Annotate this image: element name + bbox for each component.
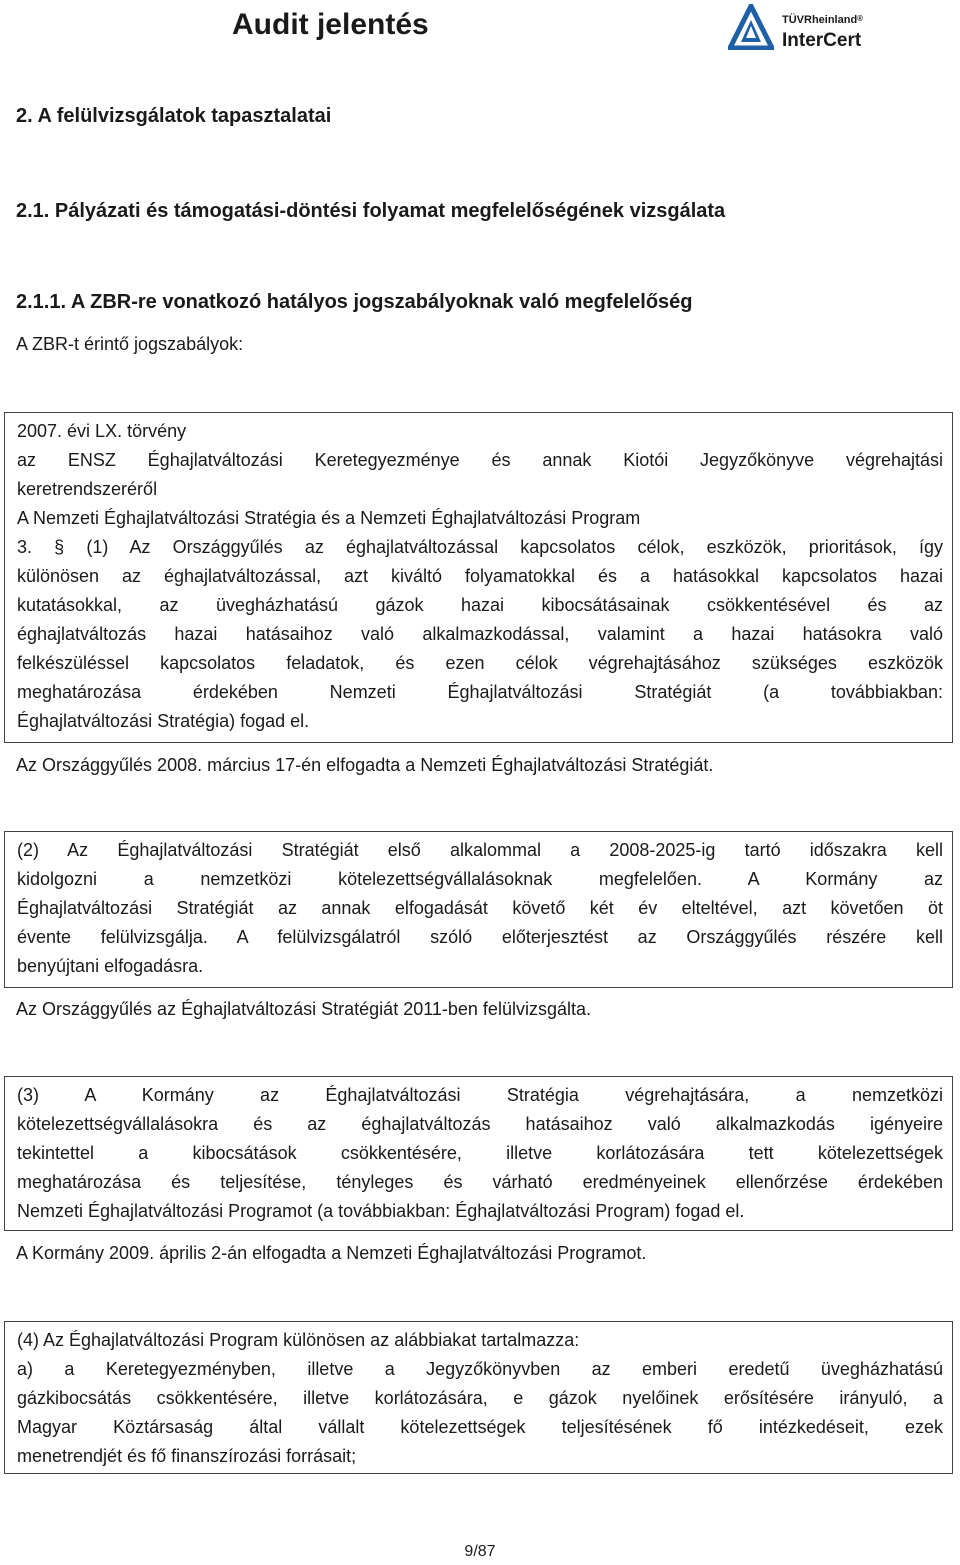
logo-subbrand-text: InterCert [782,30,862,51]
adoption-note-1: Az Országgyűlés 2008. március 17-én elfogadta a Nemzeti Éghajlatváltozási Stratégiát. [16,755,714,775]
text-line: Éghajlatváltozási Stratégia) fogad el. [17,711,310,731]
tuv-logo [728,4,888,54]
text-line: gázkibocsátás csökkentésére, illetve korlátozására, e gázok nyelőinek erősítésére irányuló, a [17,1388,943,1408]
legal-text-box-2 [4,831,953,988]
adoption-note-2: Az Országgyűlés az Éghajlatváltozási Stratégiát 2011-ben felülvizsgálta. [16,999,591,1019]
text-line: meghatározása érdekében Nemzeti Éghajlatváltozási Stratégiát (a továbbiakban: [17,682,943,702]
page-number: 9/87 [464,1543,496,1560]
text-line: kötelezettségvállalásokra és az éghajlatváltozás hatásaihoz való alkalmazkodás igényeire [17,1114,943,1134]
text-line: keretrendszeréről [17,479,158,499]
text-line: (4) Az Éghajlatváltozási Program különösen az alábbiakat tartalmazza: [17,1330,580,1350]
text-line: éghajlatváltozás hazai hatásaihoz való alkalmazkodással, valamint a hazai hatásokra való [17,624,943,644]
text-line: az ENSZ Éghajlatváltozási Keretegyezménye és annak Kiotói Jegyzőkönyve végrehajtási [17,450,943,470]
legal-text-box-1 [4,412,953,743]
text-line: 3. § (1) Az Országgyűlés az éghajlatváltozással kapcsolatos célok, eszközök, prioritások, így [17,537,943,557]
text-line: Magyar Köztársaság által vállalt kötelezettségek teljesítésének fő intézkedéseit, ezek [17,1417,943,1437]
text-line: évente felülvizsgálja. A felülvizsgálatról szóló előterjesztést az Országgyűlés részére kell [17,927,943,947]
legal-text-box-3 [4,1076,953,1231]
section-heading-2: 2. A felülvizsgálatok tapasztalatai [16,105,332,127]
text-line: A Nemzeti Éghajlatváltozási Stratégia és a Nemzeti Éghajlatváltozási Program [17,508,641,528]
intro-text: A ZBR-t érintő jogszabályok: [16,334,244,354]
text-line: menetrendjét és fő finanszírozási forrásait; [17,1446,357,1466]
text-line: felkészüléssel kapcsolatos feladatok, és ezen célok végrehajtásához szükséges eszközök [17,653,943,673]
adoption-note-3: A Kormány 2009. április 2-án elfogadta a Nemzeti Éghajlatváltozási Programot. [16,1243,647,1263]
document-title: Audit jelentés [232,8,429,41]
tuv-triangle-icon [728,4,774,50]
text-line: tekintettel a kibocsátások csökkentésére, illetve korlátozására tett kötelezettségek [17,1143,943,1163]
legal-text-box-4 [4,1321,953,1474]
section-heading-2-1: 2.1. Pályázati és támogatási-döntési folyamat megfelelőségének vizsgálata [16,200,726,222]
text-line: meghatározása és teljesítése, tényleges és várható eredményeinek ellenőrzése érdekében [17,1172,943,1192]
text-line: 2007. évi LX. törvény [17,421,187,441]
text-line: (2) Az Éghajlatváltozási Stratégiát első alkalommal a 2008-2025-ig tartó időszakra kell [17,840,943,860]
logo-brand-text: TÜVRheinland® [782,14,864,26]
text-line: benyújtani elfogadásra. [17,956,204,976]
text-line: kidolgozni a nemzetközi kötelezettségvállalásoknak megfelelően. A Kormány az [17,869,943,889]
text-line: Éghajlatváltozási Stratégiát az annak elfogadását követő két év elteltével, azt követően öt [17,898,943,918]
text-line: a) a Keretegyezményben, illetve a Jegyzőkönyvben az emberi eredetű üvegházhatású [17,1359,943,1379]
text-line: (3) A Kormány az Éghajlatváltozási Stratégia végrehajtására, a nemzetközi [17,1085,943,1105]
text-line: Nemzeti Éghajlatváltozási Programot (a továbbiakban: Éghajlatváltozási Program) fogad el. [17,1201,745,1221]
section-heading-2-1-1: 2.1.1. A ZBR-re vonatkozó hatályos jogszabályoknak való megfelelőség [16,291,693,313]
text-line: kutatásokkal, az üvegházhatású gázok hazai kibocsátásainak csökkentésével és az [17,595,943,615]
text-line: különösen az éghajlatváltozással, azt kiváltó folyamatokkal és a hatásokkal kapcsolatos hazai [17,566,943,586]
